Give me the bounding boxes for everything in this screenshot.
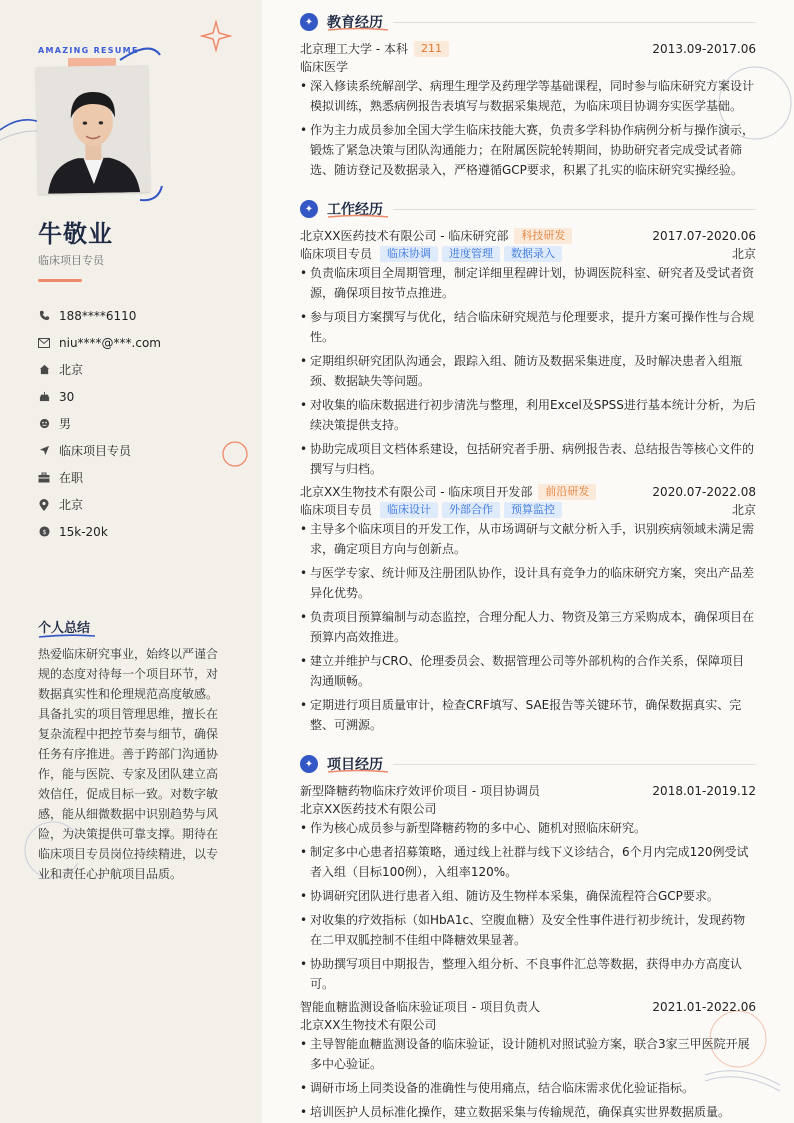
list-item: • 主导多个临床项目的开发工作，从市场调研与文献分析入手，识别疾病领域未满足需求，确定项目方向与创新点。 bbox=[300, 519, 756, 559]
projects-section-title bbox=[327, 754, 383, 774]
section-title-text: 项目经历 bbox=[327, 757, 383, 773]
education-section-title bbox=[327, 12, 383, 32]
job-tag: 前沿研发 bbox=[538, 484, 596, 500]
avatar bbox=[36, 65, 150, 194]
contact-text: 北京 bbox=[59, 363, 84, 377]
project-header-row bbox=[300, 782, 756, 799]
school-tag: 211 bbox=[414, 41, 449, 57]
skill-tag: 外部合作 bbox=[442, 502, 500, 518]
education-major-row bbox=[300, 58, 756, 75]
education-date: 2013.09-2017.06 bbox=[652, 41, 756, 56]
sidebar bbox=[0, 0, 262, 1123]
candidate-name: 牛敬业 bbox=[38, 220, 113, 248]
list-item: • 培训医护人员标准化操作，建立数据采集与传输规范，确保真实世界数据质量。 bbox=[300, 1102, 756, 1122]
project-date: 2018.01-2019.12 bbox=[652, 783, 756, 798]
contact-list bbox=[38, 302, 248, 545]
school-name: 北京理工大学 - 本科 bbox=[300, 42, 408, 56]
list-item: • 负责临床项目全周期管理，制定详细里程碑计划，协调医院科室、研究者及受试者资源，确保项目按节点推进。 bbox=[300, 263, 756, 303]
home-icon bbox=[38, 364, 50, 376]
section-divider bbox=[393, 209, 756, 210]
work-section-icon: ✦ bbox=[300, 200, 318, 218]
contact-email bbox=[38, 329, 248, 356]
work-section-header bbox=[300, 199, 756, 219]
project-date: 2021.01-2022.06 bbox=[652, 999, 756, 1014]
list-item: • 定期组织研究团队沟通会，跟踪入组、随访及数据采集进度，及时解决患者入组瓶颈、数据缺失等问题。 bbox=[300, 351, 756, 391]
list-item: • 协调研究团队进行患者入组、随访及生物样本采集，确保流程符合GCP要求。 bbox=[300, 886, 756, 906]
skill-tag: 临床协调 bbox=[380, 246, 438, 262]
skill-tag: 临床设计 bbox=[380, 502, 438, 518]
project-name: 新型降糖药物临床疗效评价项目 - 项目协调员 bbox=[300, 784, 540, 798]
mail-icon bbox=[38, 337, 50, 349]
list-item: • 制定多中心患者招募策略，通过线上社群与线下义诊结合，6个月内完成120例受试者入组（目标100例），入组率120%。 bbox=[300, 842, 756, 882]
education-section-icon: ✦ bbox=[300, 13, 318, 31]
contact-position bbox=[38, 437, 248, 464]
briefcase-icon bbox=[38, 472, 50, 484]
job-bullets bbox=[300, 263, 756, 483]
projects-section-header bbox=[300, 754, 756, 774]
contact-status bbox=[38, 464, 248, 491]
contact-phone bbox=[38, 302, 248, 329]
section-title-text: 工作经历 bbox=[327, 202, 383, 218]
contact-text: 188****6110 bbox=[59, 308, 137, 323]
project-org-row bbox=[300, 800, 756, 817]
contact-text: niu****@***.com bbox=[59, 335, 161, 350]
job-tag: 科技研发 bbox=[514, 228, 572, 244]
job-bullets bbox=[300, 519, 756, 739]
job-position: 临床项目专员 bbox=[300, 247, 373, 261]
summary-underline bbox=[38, 634, 96, 638]
list-item: • 作为主力成员参加全国大学生临床技能大赛，负责多学科协作病例分析与操作演示，锻炼了紧急决策与团队沟通能力；在附属医院轮转期间，协助研究者完成受试者筛选、随访登记及数据录入，严格遵循GCP要求，积累了扎实的临床研究实操经验。 bbox=[300, 120, 756, 180]
skill-tag: 进度管理 bbox=[442, 246, 500, 262]
list-item: • 作为核心成员参与新型降糖药物的多中心、随机对照临床研究。 bbox=[300, 818, 756, 838]
list-item: • 建立并维护与CRO、伦理委员会、数据管理公司等外部机构的合作关系，保障项目沟通顺畅。 bbox=[300, 651, 756, 691]
contact-age bbox=[38, 383, 248, 410]
list-item: • 定期进行项目质量审计，检查CRF填写、SAE报告等关键环节，确保数据真实、完整、可溯源。 bbox=[300, 695, 756, 735]
job-company: 北京XX医药技术有限公司 - 临床研究部 bbox=[300, 229, 509, 243]
contact-text: 在职 bbox=[59, 471, 84, 485]
job-city: 北京 bbox=[731, 503, 756, 517]
contact-location bbox=[38, 491, 248, 518]
project-org-row bbox=[300, 1016, 756, 1033]
send-icon bbox=[38, 445, 50, 457]
star-icon bbox=[200, 20, 232, 52]
cake-icon bbox=[38, 391, 50, 403]
project-bullets bbox=[300, 818, 756, 998]
job-date: 2020.07-2022.08 bbox=[652, 484, 756, 499]
job-header-row bbox=[300, 227, 756, 244]
contact-salary bbox=[38, 518, 248, 545]
summary-text: 热爱临床研究事业，始终以严谨合规的态度对待每一个项目环节，对数据真实性和伦理规范高度敏感。具备扎实的项目管理思维，擅长在复杂流程中把控节奏与细节，确保任务有序推进。善于跨部门沟通协作，能与医院、专家及团队建立高效信任，促成目标一致。对数字敏感，能从细微数据中识别趋势与风险，为决策提供可靠支撑。期待在临床项目专员岗位持续精进，以专业和责任心护航项目品质。 bbox=[38, 647, 219, 881]
job-position-row bbox=[300, 501, 756, 518]
phone-icon bbox=[38, 310, 50, 322]
summary-title: 个人总结 bbox=[38, 621, 91, 636]
job-position-row bbox=[300, 245, 756, 262]
project-org: 北京XX医药技术有限公司 bbox=[300, 802, 437, 816]
education-section-header bbox=[300, 12, 756, 32]
list-item: • 对收集的临床数据进行初步清洗与整理，利用Excel及SPSS进行基本统计分析，为后续决策提供支持。 bbox=[300, 395, 756, 435]
section-title-text: 教育经历 bbox=[327, 15, 383, 31]
list-item: • 深入修读系统解剖学、病理生理学及药理学等基础课程，同时参与临床研究方案设计模拟训练，熟悉病例报告表填写与数据采集规范，为临床项目协调夯实医学基础。 bbox=[300, 76, 756, 116]
job-position: 临床项目专员 bbox=[300, 503, 373, 517]
project-header-row bbox=[300, 998, 756, 1015]
list-item: • 协助完成项目文档体系建设，包括研究者手册、病例报告表、总结报告等核心文件的撰写与归档。 bbox=[300, 439, 756, 479]
job-company: 北京XX生物技术有限公司 - 临床项目开发部 bbox=[300, 485, 533, 499]
job-date: 2017.07-2020.06 bbox=[652, 228, 756, 243]
contact-home bbox=[38, 356, 248, 383]
title-underline bbox=[327, 27, 389, 32]
education-header-row bbox=[300, 40, 756, 57]
work-section-title bbox=[327, 199, 383, 219]
contact-text: 北京 bbox=[59, 498, 84, 512]
avatar-illustration bbox=[36, 65, 150, 194]
education-bullets bbox=[300, 76, 756, 184]
amazing-resume-label: AMAZING RESUME bbox=[38, 46, 139, 55]
contact-gender bbox=[38, 410, 248, 437]
section-divider bbox=[393, 764, 756, 765]
location-icon bbox=[38, 499, 50, 511]
skill-tag: 数据录入 bbox=[504, 246, 562, 262]
section-divider bbox=[393, 22, 756, 23]
salary-icon bbox=[38, 526, 50, 538]
role-underline bbox=[38, 279, 82, 282]
contact-text: 15k-20k bbox=[59, 524, 108, 539]
skill-tag: 预算监控 bbox=[504, 502, 562, 518]
project-bullets bbox=[300, 1034, 756, 1123]
list-item: • 主导智能血糖监测设备的临床验证，设计随机对照试验方案，联合3家三甲医院开展多中心验证。 bbox=[300, 1034, 756, 1074]
list-item: • 参与项目方案撰写与优化，结合临床研究规范与伦理要求，提升方案可操作性与合规性。 bbox=[300, 307, 756, 347]
contact-text: 男 bbox=[59, 417, 72, 431]
candidate-role: 临床项目专员 bbox=[38, 254, 104, 267]
title-underline bbox=[327, 769, 389, 774]
list-item: • 与医学专家、统计师及注册团队协作，设计具有竞争力的临床研究方案，突出产品差异化优势。 bbox=[300, 563, 756, 603]
education-major: 临床医学 bbox=[300, 60, 349, 74]
list-item: • 对收集的疗效指标（如HbA1c、空腹血糖）及安全性事件进行初步统计，发现药物在二甲双胍控制不佳组中降糖效果显著。 bbox=[300, 910, 756, 950]
contact-text: 30 bbox=[59, 389, 75, 404]
title-underline bbox=[327, 214, 389, 219]
projects-section-icon: ✦ bbox=[300, 755, 318, 773]
project-name: 智能血糖监测设备临床验证项目 - 项目负责人 bbox=[300, 1000, 540, 1014]
svg-text:$: $ bbox=[41, 527, 47, 536]
list-item: • 协助撰写项目中期报告，整理入组分析、不良事件汇总等数据，获得申办方高度认可。 bbox=[300, 954, 756, 994]
contact-text: 临床项目专员 bbox=[59, 444, 132, 458]
list-item: • 负责项目预算编制与动态监控，合理分配人力、物资及第三方采购成本，确保项目在预算内高效推进。 bbox=[300, 607, 756, 647]
gender-icon bbox=[38, 418, 50, 430]
project-org: 北京XX生物技术有限公司 bbox=[300, 1018, 437, 1032]
job-city: 北京 bbox=[731, 247, 756, 261]
job-header-row bbox=[300, 483, 756, 500]
list-item: • 调研市场上同类设备的准确性与使用痛点，结合临床需求优化验证指标。 bbox=[300, 1078, 756, 1098]
